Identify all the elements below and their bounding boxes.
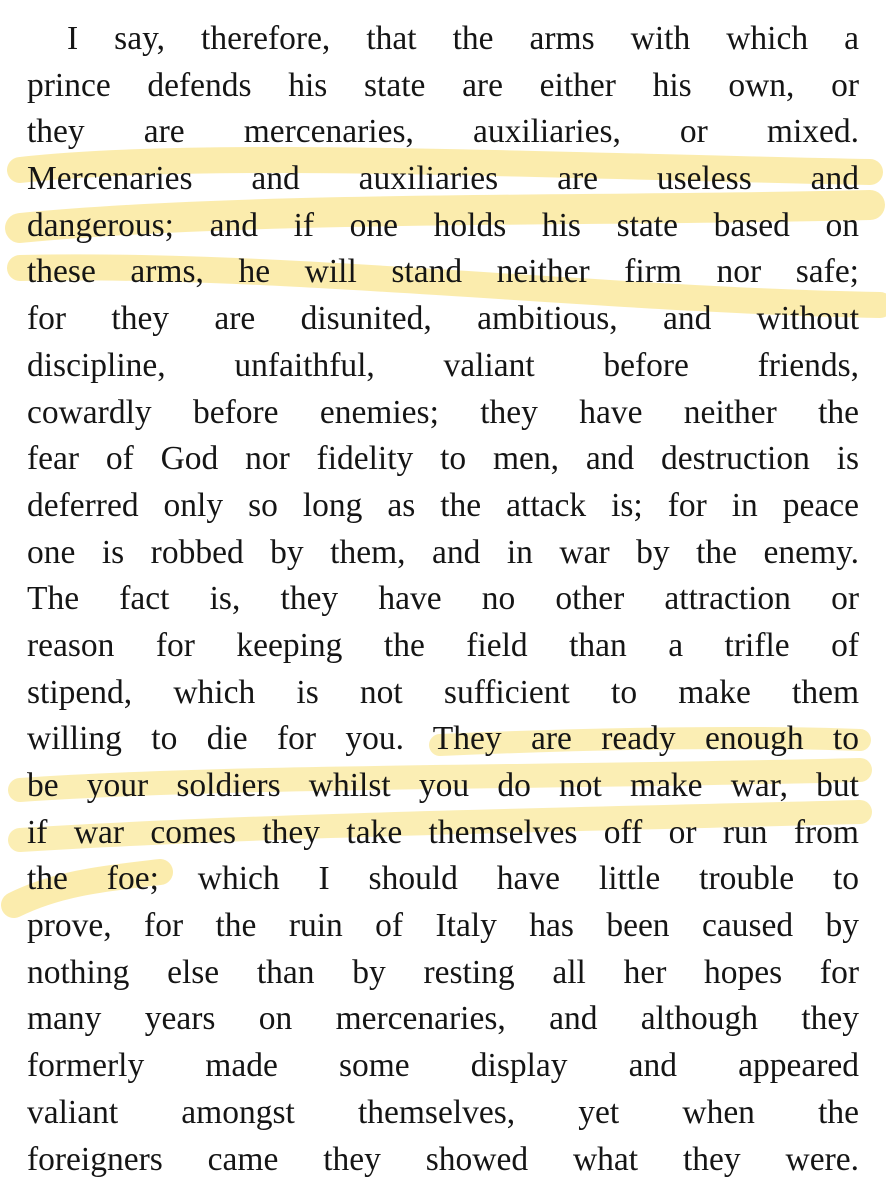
text-line: nothing else than by resting all her hopes for [27,953,859,991]
text-line: deferred only so long as the attack is; for in peace [27,486,859,524]
text-line: stipend, which is not sufficient to make them [27,673,859,711]
text-line: prince defends his state are either his own, or [27,66,859,104]
text-line: fear of God nor fidelity to men, and destruction is [27,440,859,478]
text-line: many years on mercenaries, and although they [27,1000,859,1038]
text-line: valiant amongst themselves, yet when the [27,1093,859,1131]
book-text [27,16,859,1183]
text-line: willing to die for you. They are ready enough to [27,720,859,758]
text-line: discipline, unfaithful, valiant before friends, [27,346,859,384]
text-line: if war comes they take themselves off or run from [27,813,859,851]
text-line: they are mercenaries, auxiliaries, or mixed. [27,113,859,151]
text-line: The fact is, they have no other attraction or [27,580,859,618]
text-line: these arms, he will stand neither firm nor safe; [27,253,859,291]
text-line: Mercenaries and auxiliaries are useless and [27,160,859,198]
text-line: one is robbed by them, and in war by the enemy. [27,533,859,571]
text-line: for they are disunited, ambitious, and without [27,300,859,338]
text-line: be your soldiers whilst you do not make war, but [27,767,859,804]
text-line: cowardly before enemies; they have neither the [27,393,859,431]
text-line: reason for keeping the field than a trifle of [27,626,859,664]
text-line: formerly made some display and appeared [27,1047,859,1085]
text-line: I say, therefore, that the arms with which a [67,20,859,57]
text-line: the foe; which I should have little trouble to [27,860,859,898]
text-line: prove, for the ruin of Italy has been caused by [27,907,859,945]
text-line: foreigners came they showed what they were. [27,1140,859,1178]
text-line: dangerous; and if one holds his state based on [27,206,859,244]
